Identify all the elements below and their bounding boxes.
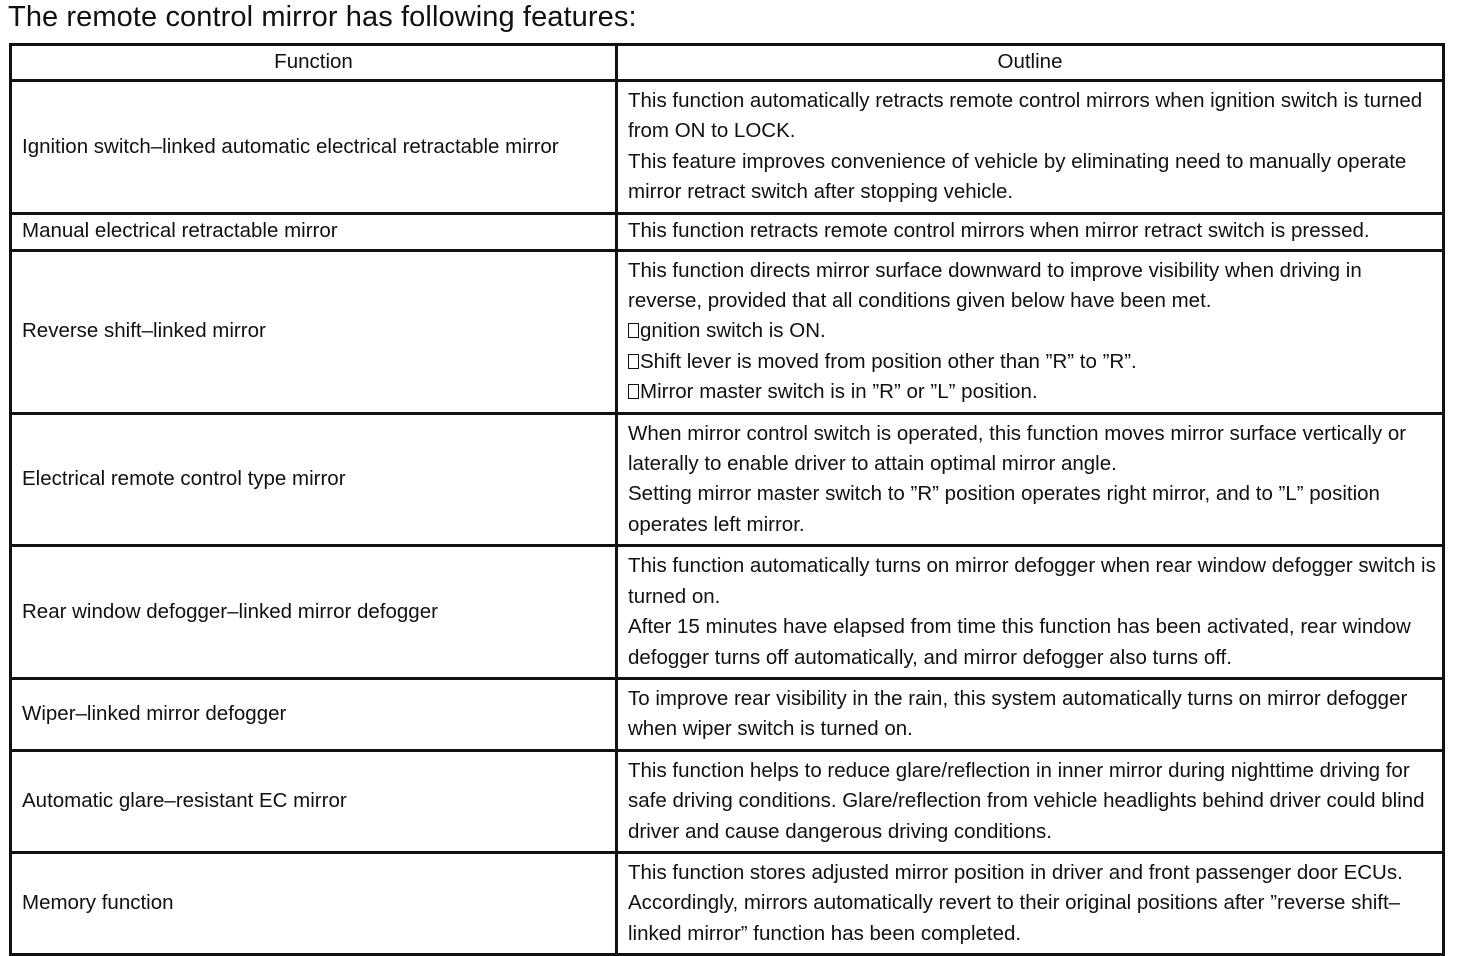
column-header-function: Function [11, 45, 617, 81]
condition-item [628, 316, 1436, 346]
condition-text: gnition switch is ON. [640, 319, 826, 343]
outline-cell [617, 213, 1444, 250]
checkbox-icon [628, 384, 639, 399]
column-header-outline: Outline [617, 45, 1444, 81]
condition-text: Shift lever is moved from position other than ”R” to ”R”. [640, 349, 1137, 373]
outline-cell [617, 678, 1444, 750]
function-cell: Automatic glare–resistant EC mirror [11, 750, 617, 852]
table-row [11, 213, 1444, 250]
table-row [11, 678, 1444, 750]
condition-text: Mirror master switch is in ”R” or ”L” position. [640, 380, 1038, 404]
checkbox-icon [628, 323, 639, 338]
outline-cell [617, 81, 1444, 214]
outline-text: This function helps to reduce glare/reflection in inner mirror during nighttime driving for safe driving conditions. Glare/reflection from vehicle headlights behind driver could blind driver and cause dangerous driving conditions. [628, 758, 1425, 843]
function-cell: Reverse shift–linked mirror [11, 250, 617, 413]
outline-cell [617, 413, 1444, 546]
outline-text: After 15 minutes have elapsed from time this function has been activated, rear window defogger turns off automatically, and mirror defogger also turns off. [628, 615, 1411, 669]
header-row [11, 45, 1444, 81]
outline-text: This feature improves convenience of vehicle by eliminating need to manually operate mirror retract switch after stopping vehicle. [628, 149, 1407, 204]
outline-text: This function directs mirror surface downward to improve visibility when driving in reverse, provided that all conditions given below have been met. [628, 258, 1362, 313]
condition-item [628, 347, 1436, 377]
function-cell: Wiper–linked mirror defogger [11, 678, 617, 750]
function-cell: Manual electrical retractable mirror [11, 213, 617, 250]
outline-text: This function automatically retracts remote control mirrors when ignition switch is turned from ON to LOCK. [628, 89, 1423, 143]
function-cell: Ignition switch–linked automatic electrical retractable mirror [11, 81, 617, 214]
page-title: The remote control mirror has following features: [8, 1, 637, 33]
function-cell: Rear window defogger–linked mirror defogger [11, 546, 617, 679]
table-row [11, 250, 1444, 413]
outline-text: This function stores adjusted mirror position in driver and front passenger door ECUs. Accordingly, mirrors automatically revert to their original positions after ”reverse shift–linked mirror” function has been completed. [628, 860, 1403, 945]
table-row [11, 852, 1444, 954]
outline-cell [617, 750, 1444, 852]
outline-cell [617, 546, 1444, 679]
outline-cell [617, 852, 1444, 954]
table-row [11, 546, 1444, 679]
function-cell: Electrical remote control type mirror [11, 413, 617, 546]
outline-text: This function retracts remote control mirrors when mirror retract switch is pressed. [628, 219, 1370, 243]
function-cell: Memory function [11, 852, 617, 954]
outline-text: Setting mirror master switch to ”R” position operates right mirror, and to ”L” position operates left mirror. [628, 482, 1380, 536]
features-table [9, 43, 1445, 956]
condition-item [628, 377, 1436, 407]
checkbox-icon [628, 354, 639, 369]
table-row [11, 81, 1444, 214]
outline-cell [617, 250, 1444, 413]
outline-text: This function automatically turns on mirror defogger when rear window defogger switch is turned on. [628, 554, 1436, 608]
table-row [11, 413, 1444, 546]
outline-text: When mirror control switch is operated, this function moves mirror surface vertically or laterally to enable driver to attain optimal mirror angle. [628, 421, 1407, 476]
outline-text: To improve rear visibility in the rain, this system automatically turns on mirror defogger when wiper switch is turned on. [628, 686, 1408, 741]
table-row [11, 750, 1444, 852]
